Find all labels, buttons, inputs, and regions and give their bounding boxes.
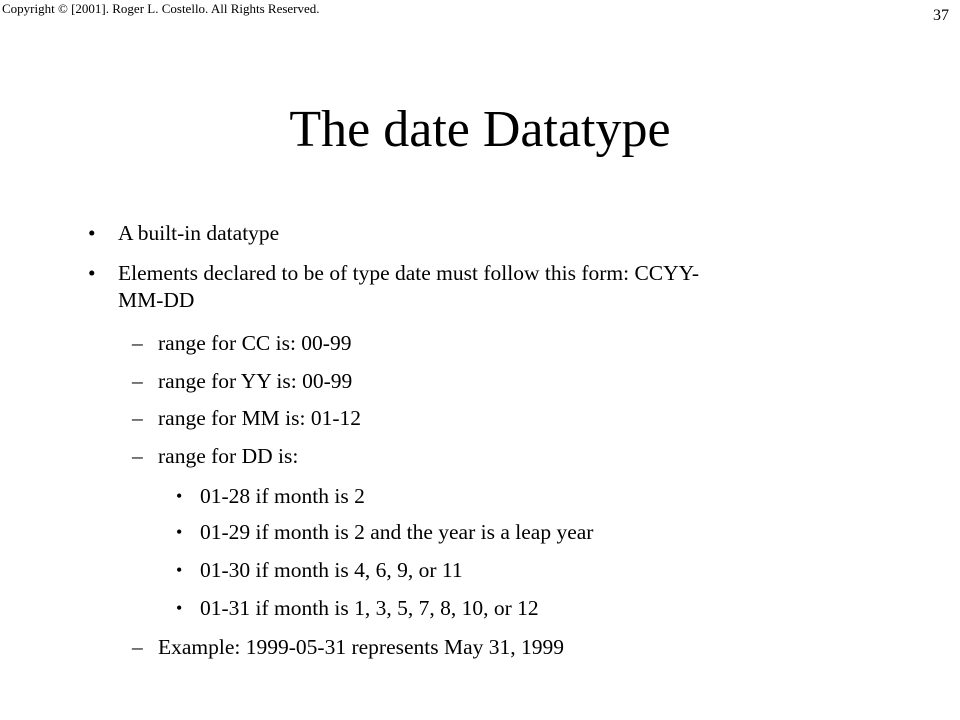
sub-bullet-text: Example: 1999-05-31 represents May 31, 1999 (158, 635, 565, 659)
subsub-bullet-text: 01-28 if month is 2 (200, 484, 365, 508)
bullet-text: Elements declared to be of type date must follow this form: CCYY- (118, 261, 699, 285)
sub-bullet-text: range for CC is: 00-99 (158, 331, 352, 355)
bullet-text: A built-in datatype (118, 221, 280, 245)
dash-marker: – (132, 635, 143, 659)
sub-bullet-text: range for DD is: (158, 444, 299, 468)
bullet-builtin-datatype (88, 218, 280, 248)
sub-bullet-cc-range (132, 328, 352, 358)
dash-marker: – (132, 331, 143, 355)
subsub-bullet-31-days (176, 593, 539, 623)
subsub-bullet-leap-year (176, 517, 594, 547)
bullet-marker: • (88, 221, 96, 245)
sub-bullet-text: range for YY is: 00-99 (158, 369, 353, 393)
subsub-bullet-30-days (176, 555, 463, 585)
sub-bullet-yy-range (132, 366, 353, 396)
bullet-marker: • (176, 560, 183, 580)
slide-title: The date Datatype (289, 101, 671, 158)
sub-bullet-example (132, 632, 565, 662)
subsub-bullet-text: 01-30 if month is 4, 6, 9, or 11 (200, 558, 463, 582)
bullet-date-form-continued (118, 285, 194, 315)
slide-number: 37 (933, 7, 949, 24)
bullet-date-form (88, 258, 699, 288)
bullet-marker: • (88, 261, 96, 285)
dash-marker: – (132, 406, 143, 430)
subsub-bullet-month-2 (176, 481, 365, 511)
dash-marker: – (132, 369, 143, 393)
sub-bullet-text: range for MM is: 01-12 (158, 406, 362, 430)
bullet-marker: • (176, 486, 183, 506)
copyright-notice: Copyright © [2001]. Roger L. Costello. All Rights Reserved. (2, 1, 320, 16)
dash-marker: – (132, 444, 143, 468)
sub-bullet-mm-range (132, 403, 362, 433)
bullet-text: MM-DD (118, 288, 195, 312)
sub-bullet-dd-range (132, 441, 299, 471)
subsub-bullet-text: 01-29 if month is 2 and the year is a leap year (200, 520, 594, 544)
bullet-marker: • (176, 598, 183, 618)
subsub-bullet-text: 01-31 if month is 1, 3, 5, 7, 8, 10, or 12 (200, 596, 539, 620)
bullet-marker: • (176, 522, 183, 542)
